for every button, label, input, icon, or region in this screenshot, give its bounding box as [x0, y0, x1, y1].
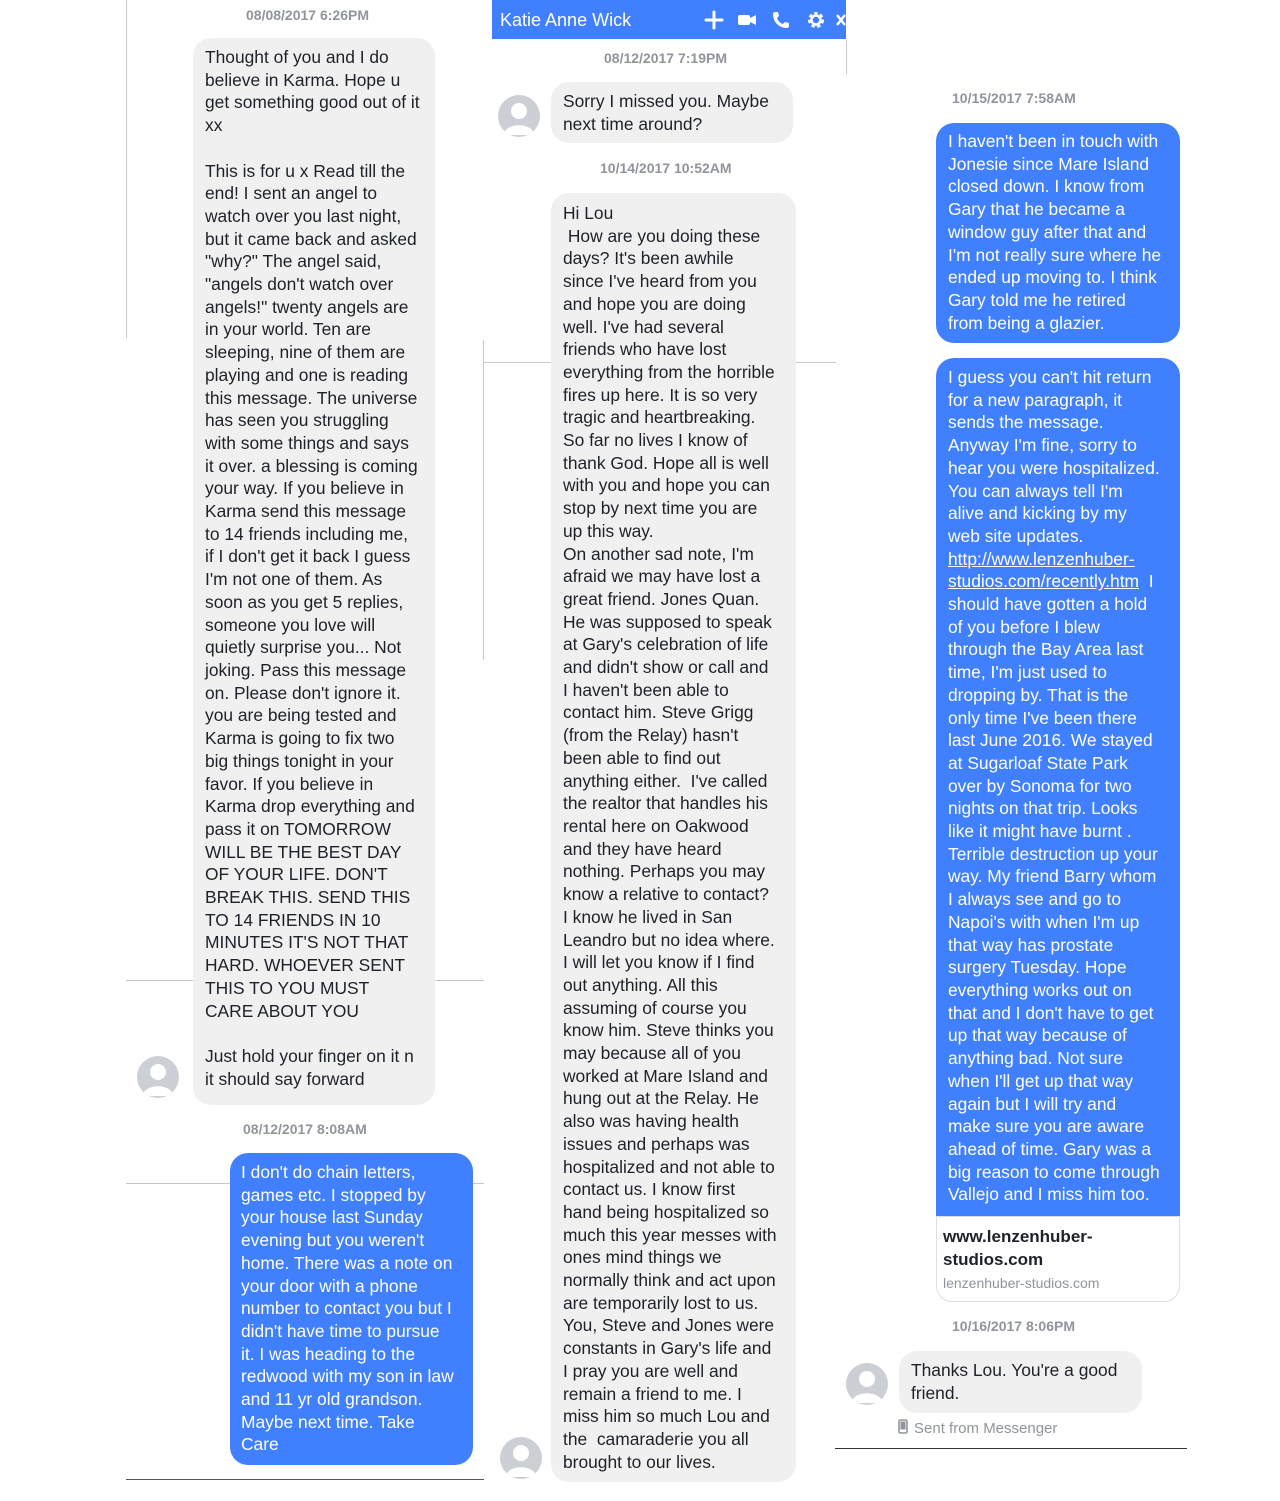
timestamp: 10/16/2017 8:06PM — [952, 1318, 1075, 1334]
avatar-placeholder-icon — [500, 1437, 542, 1479]
outgoing-message[interactable]: I don't do chain letters, games etc. I stopped by your house last Sunday evening but you weren't home. There was a note on your door with a phone number to contact you but I didn't have time to pursue it. I was heading to the redwood with my son in law and 11 yr old grandson. Maybe next time. Take Care — [230, 1153, 473, 1465]
avatar[interactable] — [498, 95, 540, 137]
link-preview-domain: lenzenhuber-studios.com — [943, 1275, 1100, 1291]
incoming-message[interactable]: Hi Lou How are you doing these days? It's been awhile since I've heard from you and hope you are doing well. I've had several friends who have lost everything from the horrible fires up here. It is so very tragic and heartbreaking. So far no lives I know of thank God. Hope all is well with you and hope you can stop by next time you are up this way. On another sad note, I'm afraid we may have lost a great friend. Jones Quan. He was supposed to speak at Gary's celebration of life and didn't show or call and I haven't been able to contact him. Steve Grigg (from the Relay) hasn't been able to find out anything either. I've called the realtor that handles his rental here on Oakwood and they have heard nothing. Perhaps you may know a relative to contact? I know he lived in San Leandro but no idea where. I will let you know if I find out anything. All this assuming of course you know him. Steve thinks you may because all of you worked at Mare Island and hung out at the Relay. He also was having health issues and perhaps was hospitalized and not able to contact us. I know first hand being hospitalized so much this year messes with ones mind things we normally think and act upon are temporarily lost to us. You, Steve and Jones were constants in Gary's life and I pray you are well and remain a friend to me. I miss him so much Lou and the camaraderie you all brought to our lives. — [551, 193, 796, 1482]
timestamp: 08/12/2017 7:19PM — [604, 50, 727, 66]
avatar-placeholder-icon — [137, 1056, 179, 1098]
phone-icon[interactable] — [770, 9, 792, 31]
divider-mid-left — [483, 340, 484, 660]
divider-h-3 — [126, 1479, 484, 1480]
timestamp: 08/08/2017 6:26PM — [246, 7, 369, 23]
link-preview-card[interactable] — [936, 1216, 1180, 1302]
avatar-placeholder-icon — [846, 1363, 888, 1405]
outgoing-message[interactable] — [936, 358, 1180, 1216]
plus-icon[interactable] — [703, 9, 725, 31]
divider-h-5 — [835, 1448, 1187, 1449]
timestamp: 10/15/2017 7:58AM — [952, 90, 1076, 106]
incoming-message[interactable]: Thought of you and I do believe in Karma. Hope u get something good out of it xx This is for u x Read till the end! I sent an angel to watch over you last night, but it came back and asked "why?" The angel said, "angels don't watch over angels!" twenty angels are in your world. Ten are sleeping, nine of them are playing and one is reading this message. The universe has seen you struggling with some things and says it over. a blessing is coming your way. If you believe in Karma send this message to 14 friends including me, if I don't get it back I guess I'm not one of them. As soon as you get 5 replies, someone you love will quietly surprise you... Not joking. Pass this message on. Please don't ignore it. you are being tested and Karma is going to fix two big things tonight in your favor. If you believe in Karma drop everything and pass it on TOMORROW WILL BE THE BEST DAY OF YOUR LIFE. DON'T BREAK THIS. SEND THIS TO 14 FRIENDS IN 10 MINUTES IT'S NOT THAT HARD. WHOEVER SENT THIS TO YOU MUST CARE ABOUT YOU Just hold your finger on it n it should say forward — [193, 38, 435, 1105]
avatar[interactable] — [846, 1363, 888, 1405]
mobile-phone-icon — [898, 1419, 908, 1434]
outgoing-message[interactable]: I haven't been in touch with Jonesie since Mare Island closed down. I know from Gary that he became a window guy after that and I'm not really sure where he ended up moving to. I think Gary told me he retired from being a glazier. — [936, 123, 1180, 343]
website-link[interactable]: http://www.lenzenhuber- studios.com/recently.htm — [948, 548, 1140, 592]
divider-mid-right — [846, 40, 847, 74]
incoming-message[interactable]: Sorry I missed you. Maybe next time around? — [551, 82, 793, 143]
gear-icon[interactable] — [805, 9, 827, 31]
sent-from-note — [898, 1419, 1057, 1437]
avatar[interactable] — [500, 1437, 542, 1479]
divider-left-top — [126, 0, 127, 338]
chat-title[interactable]: Katie Anne Wick — [500, 10, 632, 30]
chat-header — [492, 0, 846, 39]
message-text: I guess you can't hit return for a new paragraph, it sends the message. Anyway I'm fine, sorry to hear you were hospitalized. You can always tell I'm alive and kicking by my web site updates. — [948, 367, 1160, 546]
link-preview-title: www.lenzenhuber- studios.com — [943, 1227, 1093, 1269]
message-text: I should have gotten a hold of you before I blew through the Bay Area last time, I'm just used to dropping by. That is the only time I've been there last June 2016. We stayed at Sugarloaf State Park over by Sonoma for two nights on that trip. Looks like it might have burnt . Terrible destruction up your way. My friend Barry whom I always see and go to Napoi's with when I'm up that way has prostate surgery Tuesday. Hope everything works out on that and I don't have to get up that way because of anything bad. Not sure when I'll get up that way again but I will try and make sure you are aware ahead of time. Gary was a big reason to come through Vallejo and I miss him too. — [948, 571, 1160, 1205]
timestamp: 08/12/2017 8:08AM — [243, 1121, 367, 1137]
video-icon[interactable] — [736, 9, 758, 31]
sent-from-text: Sent from Messenger — [914, 1420, 1058, 1437]
avatar-placeholder-icon — [498, 95, 540, 137]
close-icon[interactable] — [836, 9, 846, 31]
avatar[interactable] — [137, 1056, 179, 1098]
timestamp: 10/14/2017 10:52AM — [600, 160, 732, 176]
incoming-message[interactable]: Thanks Lou. You're a good friend. — [899, 1351, 1142, 1413]
